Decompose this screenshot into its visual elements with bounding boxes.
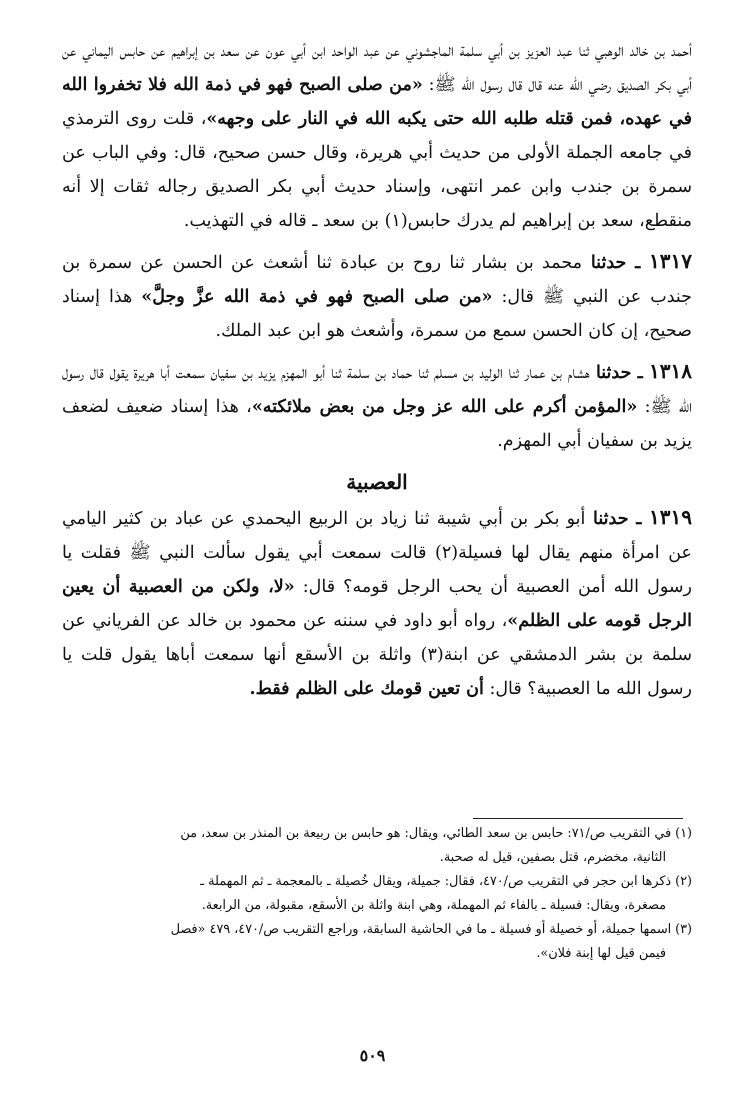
hadith-1318: [62, 354, 692, 458]
commentary: هذا إسناد صحيح، إن كان الحسن سمع من سمرة، وأشعث هو ابن عبد الملك.: [62, 287, 692, 341]
hadith-1317: [62, 244, 692, 348]
text: أحمد بن خالد الوهبي ثنا عبد العزيز بن أبي سلمة الماجشوني عن عبد الواحد ابن أبي عون عن سعد بن إبراهيم عن حابس اليماني عن أبي بكر الصديق رضي الله عنه قال قال رسول الله ﷺ:: [62, 41, 692, 95]
hadith-quote: «المؤمن أكرم على الله عز وجل من بعض ملائكته»: [251, 397, 638, 417]
hadith-quote-2: أن تعين قومك على الظلم فقط.: [249, 679, 484, 699]
hadith-1319: [62, 500, 692, 706]
footnote-number: (٣): [675, 922, 692, 937]
footnote-text: ذكرها ابن حجر في التقريب ص/٤٧٠، فقال: جميلة، ويقال خُصيلة ـ بالمعجمة ـ ثم المهملة ـ: [200, 874, 672, 889]
footnote-1: [62, 822, 692, 870]
isnad: أبو بكر بن أبي شيبة ثنا زياد بن الربيع اليحمدي عن عباد بن كثير اليامي عن امرأة منهم يقال لها فسيلة(٢) قالت سمعت أبي يقول سألت النبي ﷺ فقلت يا رسول الله أمن العصبية أن يحب الرجل قومه؟ قال:: [62, 509, 692, 597]
footnote-text-line2: فيمن قيل لها إبنة فلان».: [536, 946, 666, 961]
hadith-quote: «لا، ولكن من العصبية أن يعين الرجل قومه على الظلم»: [62, 577, 692, 631]
footnote-separator: [473, 818, 683, 819]
footnote-text: اسمها جميلة، أو خصيلة أو فسيلة ـ ما في الحاشية السابقة، وراجع التقريب ص/٤٧٠، ٤٧٩ «فصل: [170, 922, 672, 937]
commentary: ، هذا إسناد ضعيف لضعف يزيد بن سفيان أبي المهزم.: [62, 397, 692, 451]
commentary: ، قلت روى الترمذي في جامعه الجملة الأولى من حديث أبي هريرة، وقال حسن صحيح، قال: وفي الباب عن سمرة بن جندب وابن عمر انتهى، وإسناد حديث أبي بكر الصديق رجاله ثقات إلا أنه منقطع، سعد بن إبراهيم لم يدرك حابس(١) بن سعد ـ قاله في التهذيب.: [62, 109, 692, 231]
footnote-number: (١): [675, 826, 692, 841]
footnote-3: [62, 918, 692, 966]
footnote-text: في التقريب ص/٧١: حابس بن سعد الطائي، ويقال: هو حابس بن ربيعة بن المنذر بن سعد، من: [180, 826, 672, 841]
commentary: ، رواه أبو داود في سننه عن محمود بن خالد عن الفرياني عن سلمة بن بشر الدمشقي عن ابنة(٣) واثلة بن الأسقع أنها سمعت أباها يقول قلت يا رسول الله ما العصبية؟ قال:: [62, 611, 692, 699]
haddathana-label: ـ حدثنا: [589, 363, 650, 383]
isnad: محمد بن بشار ثنا روح بن عبادة ثنا أشعث عن الحسن عن سمرة بن جندب عن النبي ﷺ قال:: [62, 253, 692, 307]
hadith-number: ١٣١٨: [649, 359, 692, 383]
hadith-quote: «من صلى الصبح فهو في ذمة الله فلا تخفروا الله في عهده، فمن قتله طلبه الله حتى يكبه الله في النار على وجهه»: [62, 75, 692, 129]
page-number: ٥٠٩: [359, 1046, 386, 1065]
footnotes: [62, 822, 692, 966]
paragraph-continuation: [62, 34, 692, 238]
footnote-2: [62, 870, 692, 918]
haddathana-label: ـ حدثنا: [585, 509, 650, 529]
hadith-number: ١٣١٧: [649, 249, 692, 273]
page-body: [62, 34, 692, 706]
section-heading: العصبية: [346, 470, 408, 494]
isnad: هشام بن عمار ثنا الوليد بن مسلم ثنا حماد بن سلمة ثنا أبو المهزم يزيد بن سفيان سمعت أبا هريرة يقول قال رسول الله ﷺ:: [62, 363, 692, 417]
haddathana-label: ـ حدثنا: [582, 253, 650, 273]
footnote-text-line2: مصغرة، ويقال: فسيلة ـ بالفاء ثم المهملة، وهي ابنة واثلة بن الأسقع، مقبولة، من الرابعة.: [201, 898, 666, 913]
hadith-number: ١٣١٩: [649, 505, 692, 529]
footnote-number: (٢): [675, 874, 692, 889]
hadith-quote: «من صلى الصبح فهو في ذمة الله عزَّ وجلَّ»: [141, 287, 493, 307]
footnote-text-line2: الثانية، مخضرم، قتل بصفين، قيل له صحبة.: [439, 850, 666, 865]
